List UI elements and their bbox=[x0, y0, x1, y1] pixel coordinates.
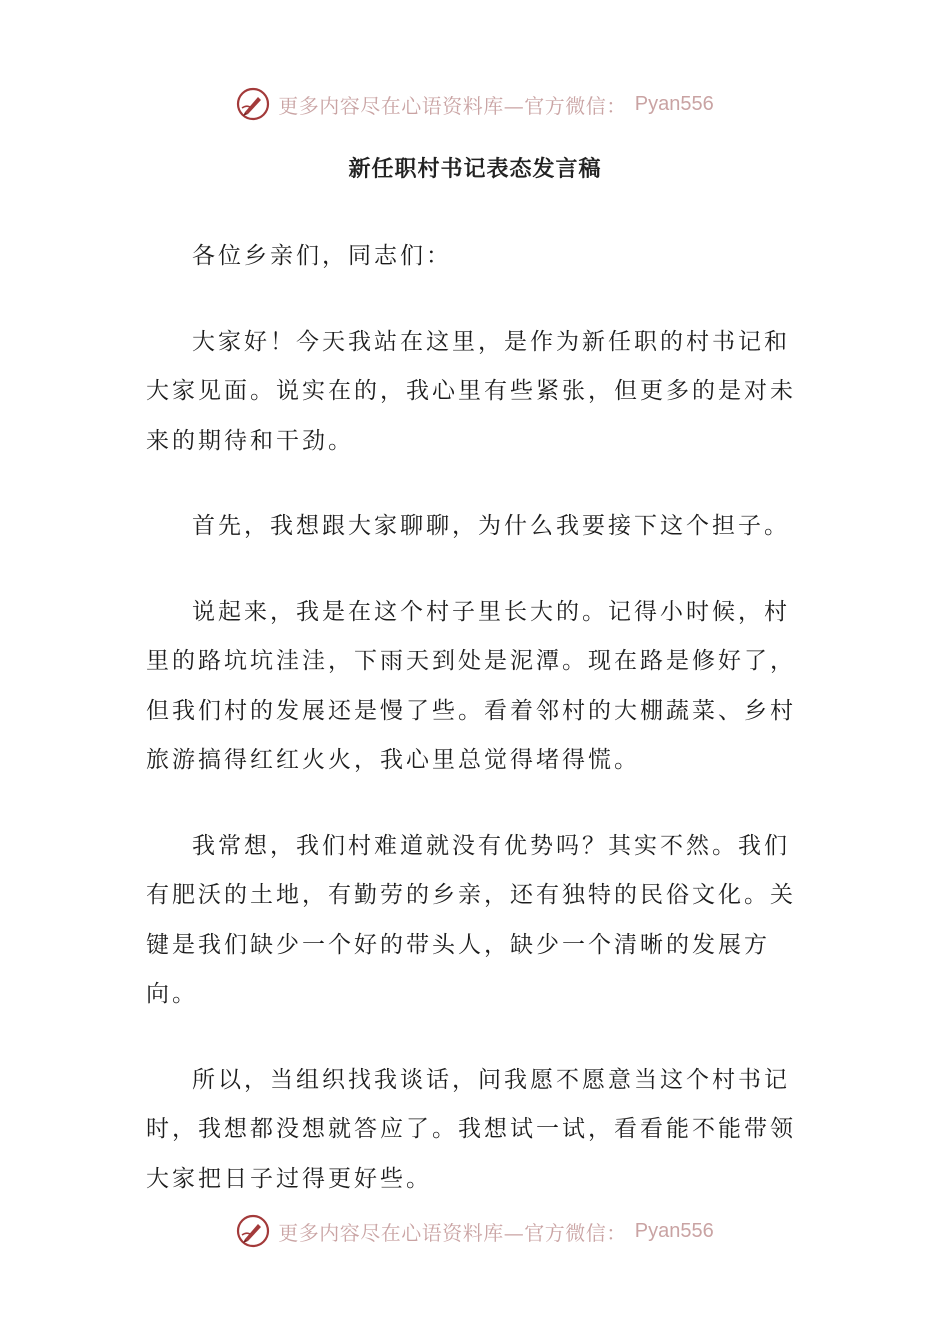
header-watermark bbox=[0, 84, 950, 124]
watermark-site-text: 更多内容尽在心语资料库—官方微信： bbox=[278, 93, 627, 118]
pen-circle-logo-icon bbox=[236, 1214, 270, 1248]
watermark-wechat-id: Pyan556 bbox=[634, 1219, 714, 1242]
paragraph: 说起来，我是在这个村子里长大的。记得小时候，村里的路坑坑洼洼，下雨天到处是泥潭。现在路是修好了，但我们村的发展还是慢了些。看着邻村的大棚蔬菜、乡村旅游搞得红红火火，我心里总觉得堵得慌。 bbox=[146, 598, 796, 773]
paragraph: 首先，我想跟大家聊聊，为什么我要接下这个担子。 bbox=[192, 513, 790, 539]
paragraph: 大家好！今天我站在这里，是作为新任职的村书记和大家见面。说实在的，我心里有些紧张，但更多的是对未来的期待和干劲。 bbox=[146, 328, 796, 454]
document-title: 新任职村书记表态发言稿 bbox=[348, 156, 602, 182]
paragraph: 所以，当组织找我谈话，问我愿不愿意当这个村书记时，我想都没想就答应了。我想试一试，看看能不能带领大家把日子过得更好些。 bbox=[146, 1066, 796, 1192]
paragraph-greeting: 各位乡亲们，同志们： bbox=[192, 243, 452, 269]
pen-circle-logo-icon bbox=[236, 87, 270, 121]
watermark-wechat-id: Pyan556 bbox=[634, 92, 714, 115]
document-body bbox=[146, 232, 806, 1240]
watermark-site-text: 更多内容尽在心语资料库—官方微信： bbox=[278, 1220, 627, 1245]
footer-watermark bbox=[0, 1211, 950, 1251]
paragraph: 我常想，我们村难道就没有优势吗？其实不然。我们有肥沃的土地，有勤劳的乡亲，还有独特的民俗文化。关键是我们缺少一个好的带头人，缺少一个清晰的发展方向。 bbox=[146, 832, 796, 1007]
